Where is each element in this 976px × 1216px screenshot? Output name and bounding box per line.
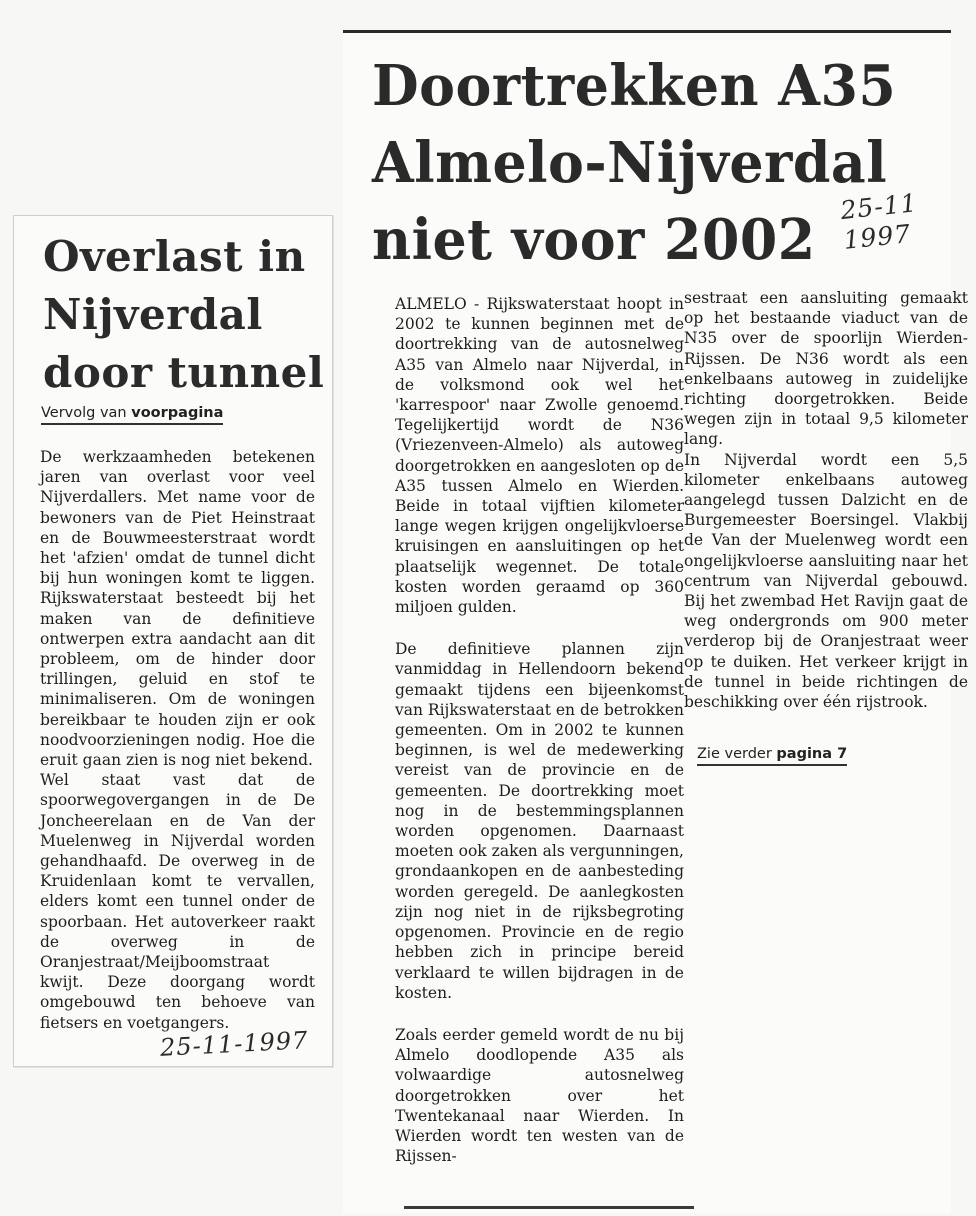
left-handwritten-date: 25-11-1997 bbox=[159, 1026, 310, 1062]
left-article-headline: Overlast in Nijverdal door tunnel bbox=[43, 232, 325, 397]
kicker-vervolg bbox=[41, 405, 223, 425]
kicker-prefix: Vervolg van bbox=[41, 405, 127, 421]
main-handwritten-date: 25-11 1997 bbox=[839, 188, 919, 255]
bottom-rule bbox=[404, 1206, 694, 1209]
continued-reference bbox=[697, 746, 847, 766]
main-col1-paragraph-2: De definitieve plannen zijn vanmiddag in Hellendoorn bekend gemaakt tijdens een bijeenkomst van Rijkswaterstaat en de betrokken gemeenten. Om in 2002 te kunnen beginnen, is wel de medewerking vereist van de provincie en de gemeenten. De doortrekking moet nog in de bestemmingsplannen worden opgenomen. Daarnaast moeten ook zaken als vergunningen, grondaankopen en de aanbesteding worden geregeld. De aanlegkosten zijn nog niet in de rijksbegroting opgenomen. Provincie en de regio hebben zich in principe bereid verklaard te willen bijdragen in de kosten. bbox=[395, 640, 684, 1002]
main-article-headline: Doortrekken A35 Almelo-Nijverdal niet voor 2002 bbox=[372, 53, 897, 273]
left-paragraph-1: De werkzaamheden betekenen jaren van overlast voor veel Nijverdallers. Met name voor de bewoners van de Piet Heinstraat en de Bouwmeesterstraat wordt het 'afzien' omdat de tunnel dicht bij hun woningen komt te liggen. Rijkswaterstaat besteedt bij het maken van de definitieve ontwerpen extra aandacht aan dit probleem, om de hinder door trillingen, geluid en stof te minimaliseren. Om de woningen bereikbaar te houden zijn er ook noodvoorzieningen nodig. Hoe die eruit gaan zien is nog niet bekend. bbox=[40, 448, 315, 770]
continued-prefix: Zie verder bbox=[697, 746, 772, 762]
continued-link: pagina 7 bbox=[776, 746, 848, 762]
main-article-column-1 bbox=[395, 294, 684, 1166]
left-paragraph-2: Wel staat vast dat de spoorwegovergangen in de De Joncheerelaan en de Van der Muelenweg in Nijverdal worden gehandhaafd. De overweg in de Kruidenlaan komt te vervallen, elders komt een tunnel onder de spoorbaan. Het autoverkeer raakt de overweg in de Oranjestraat/Meijboomstraat kwijt. Deze doorgang wordt omgebouwd ten behoeve van fietsers en voetgangers. bbox=[40, 771, 315, 1032]
main-col2-paragraph-1: sestraat een aansluiting gemaakt op het bestaande viaduct van de N35 over de spoorlijn Wierden-Rijssen. De N36 wordt als een enkelbaans autoweg in zuidelijke richting doorgetrokken. Beide wegen zijn in totaal 9,5 kilometer lang. bbox=[684, 289, 968, 449]
main-col1-paragraph-1: ALMELO - Rijkswaterstaat hoopt in 2002 te kunnen beginnen met de doortrekking van de autosnelweg A35 van Almelo naar Nijverdal, in de volksmond ook wel het 'karrespoor' naar Zwolle genoemd. Tegelijkertijd wordt de N36 (Vriezenveen-Almelo) als autoweg doorgetrokken en aangesloten op de A35 tussen Almelo en Wierden. Beide in totaal vijftien kilometer lange wegen krijgen ongelijkvloerse kruisingen en aansluitingen op het plaatselijk wegennet. De totale kosten worden geraamd op 360 miljoen gulden. bbox=[395, 295, 684, 617]
kicker-link: voorpagina bbox=[131, 405, 224, 421]
left-article-body bbox=[40, 447, 315, 1033]
main-article-column-2 bbox=[684, 288, 968, 712]
main-col1-paragraph-3: Zoals eerder gemeld wordt de nu bij Almelo doodlopende A35 als volwaardige autosnelweg doorgetrokken over het Twentekanaal naar Wierden. In Wierden wordt ten westen van de Rijssen- bbox=[395, 1025, 684, 1166]
main-col2-paragraph-2: In Nijverdal wordt een 5,5 kilometer enkelbaans autoweg aangelegd tussen Dalzicht en de Burgemeester Boersingel. Vlakbij de Van der Muelenweg wordt een ongelijkvloerse aansluiting naar het centrum van Nijverdal gebouwd. Bij het zwembad Het Ravijn gaat de weg ondergronds om 900 meter verderop bij de Oranjestraat weer op te duiken. Het verkeer krijgt in de tunnel in beide richtingen de beschikking over één rijstrook. bbox=[684, 450, 968, 712]
